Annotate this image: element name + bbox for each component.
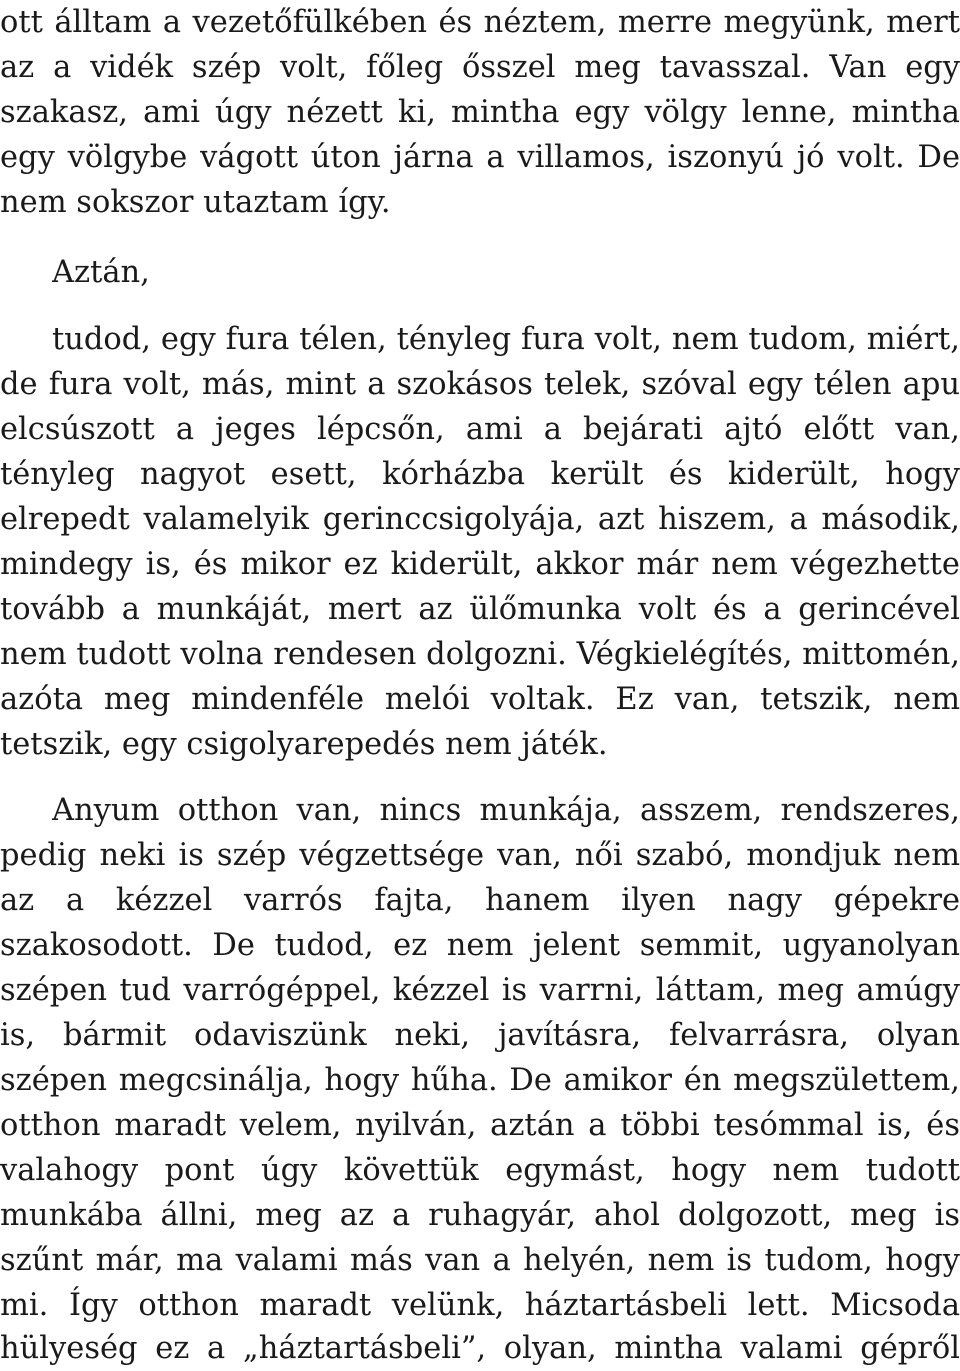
text-line: munkába állni, meg az a ruhagyár, ahol dolgozott, meg is xyxy=(0,1198,960,1233)
text-line: Aztán, xyxy=(52,255,150,290)
text-line: ott álltam a vezetőfülkében és néztem, merre megyünk, mert xyxy=(0,5,960,40)
text-line: pedig neki is szép végzettsége van, női szabó, mondjuk nem xyxy=(0,838,960,873)
text-line: elcsúszott a jeges lépcsőn, ami a bejárati ajtó előtt van, xyxy=(0,412,960,447)
text-line: szépen megcsinálja, hogy hűha. De amikor én megszülettem, xyxy=(0,1063,960,1098)
text-line: tényleg nagyot esett, kórházba került és kiderült, hogy xyxy=(0,457,960,492)
text-line: hülyeség ez a „háztartásbeli”, olyan, mintha valami gépről xyxy=(0,1331,960,1366)
text-line: szakosodott. De tudod, ez nem jelent semmit, ugyanolyan xyxy=(0,928,960,963)
text-line: Anyum otthon van, nincs munkája, asszem, rendszeres, xyxy=(52,793,960,828)
text-line: mindegy is, és mikor ez kiderült, akkor már nem végezhette xyxy=(0,547,960,582)
text-line: az a kézzel varrós fajta, hanem ilyen nagy gépekre xyxy=(0,883,960,918)
text-line: tudod, egy fura télen, tényleg fura volt, nem tudom, miért, xyxy=(52,322,960,357)
text-line: az a vidék szép volt, főleg ősszel meg tavasszal. Van egy xyxy=(0,50,960,85)
text-line: szépen tud varrógéppel, kézzel is varrni, láttam, meg amúgy xyxy=(0,973,960,1008)
text-line: tovább a munkáját, mert az ülőmunka volt és a gerincével xyxy=(0,592,960,627)
text-line: azóta meg mindenféle melói voltak. Ez van, tetszik, nem xyxy=(0,682,960,717)
text-line: szakasz, ami úgy nézett ki, mintha egy völgy lenne, mintha xyxy=(0,95,960,130)
text-line: is, bármit odaviszünk neki, javításra, felvarrásra, olyan xyxy=(0,1018,960,1053)
text-line: mi. Így otthon maradt velünk, háztartásbeli lett. Micsoda xyxy=(0,1288,960,1323)
text-line: nem sokszor utaztam így. xyxy=(0,185,391,220)
text-line: nem tudott volna rendesen dolgozni. Végkielégítés, mittomén, xyxy=(0,637,960,672)
text-line: de fura volt, más, mint a szokásos telek, szóval egy télen apu xyxy=(0,367,960,402)
text-line: elrepedt valamelyik gerinccsigolyája, azt hiszem, a második, xyxy=(0,502,960,537)
text-line: otthon maradt velem, nyilván, aztán a többi tesómmal is, és xyxy=(0,1108,960,1143)
text-line: egy völgybe vágott úton járna a villamos, iszonyú jó volt. De xyxy=(0,140,960,175)
text-line: tetszik, egy csigolyarepedés nem játék. xyxy=(0,727,608,762)
text-line: valahogy pont úgy követtük egymást, hogy nem tudott xyxy=(0,1153,960,1188)
text-line: szűnt már, ma valami más van a helyén, nem is tudom, hogy xyxy=(0,1243,960,1278)
